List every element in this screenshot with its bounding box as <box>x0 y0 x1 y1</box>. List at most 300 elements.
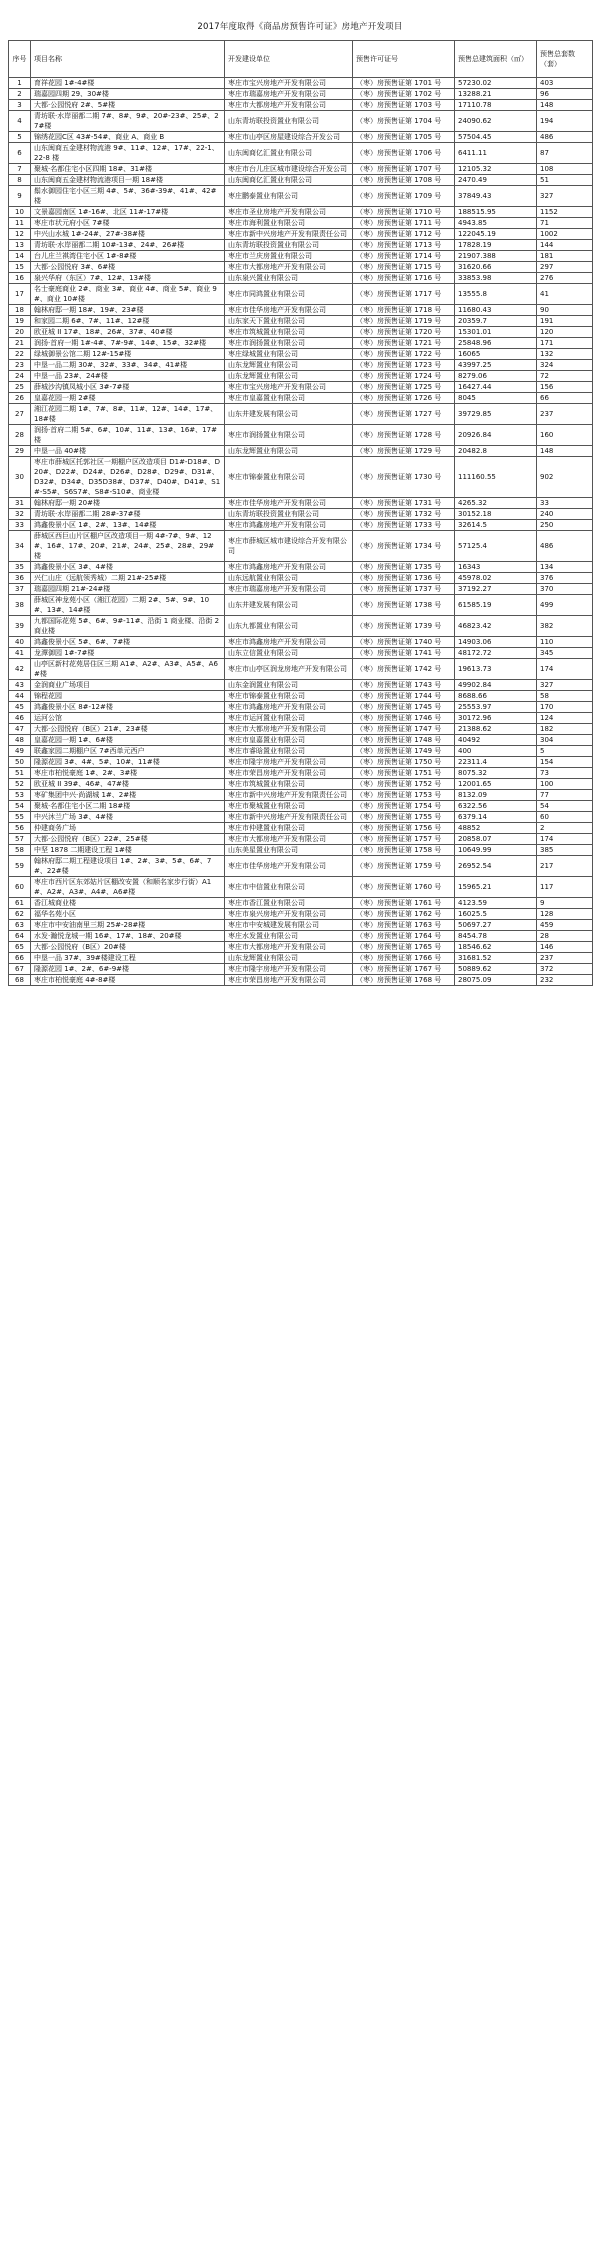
cell-permit: （枣）房预售证第 1715 号 <box>353 262 455 273</box>
cell-units: 171 <box>537 338 593 349</box>
cell-units: 902 <box>537 457 593 498</box>
cell-project: 翰林府邸一期 20#楼 <box>31 498 225 509</box>
cell-area: 16025.5 <box>455 909 537 920</box>
cell-area: 400 <box>455 746 537 757</box>
cell-area: 37849.43 <box>455 186 537 207</box>
table-row <box>9 584 593 595</box>
cell-permit: （枣）房预售证第 1709 号 <box>353 186 455 207</box>
cell-developer: 枣庄市隆宇房地产开发有限公司 <box>225 964 353 975</box>
cell-no: 65 <box>9 942 31 953</box>
cell-no: 67 <box>9 964 31 975</box>
cell-project: 中兴沐兰广场 3#、4#楼 <box>31 812 225 823</box>
table-row <box>9 757 593 768</box>
cell-developer: 枣庄市大都房地产开发有限公司 <box>225 100 353 111</box>
cell-developer: 枣庄市筑城置业有限公司 <box>225 779 353 790</box>
cell-permit: （枣）房预售证第 1725 号 <box>353 382 455 393</box>
cell-area: 24090.62 <box>455 111 537 132</box>
cell-area: 21907.388 <box>455 251 537 262</box>
table-row <box>9 920 593 931</box>
table-row <box>9 143 593 164</box>
cell-units: 77 <box>537 790 593 801</box>
table-row <box>9 132 593 143</box>
cell-area: 32614.5 <box>455 520 537 531</box>
cell-units: 58 <box>537 691 593 702</box>
cell-units: 276 <box>537 273 593 284</box>
cell-project: 中垦一品 23#、24#楼 <box>31 371 225 382</box>
cell-developer: 枣庄市锦泰置业有限公司 <box>225 691 353 702</box>
cell-project: 皇嘉花园一期 1#、6#楼 <box>31 735 225 746</box>
table-row <box>9 909 593 920</box>
cell-developer: 枣庄市运河置业有限公司 <box>225 713 353 724</box>
cell-developer: 枣庄绿城置业有限公司 <box>225 349 353 360</box>
cell-project: 大都·公园悦府（B区）22#、25#楼 <box>31 834 225 845</box>
cell-area: 6411.11 <box>455 143 537 164</box>
cell-developer: 山东闽商亿汇置业有限公司 <box>225 143 353 164</box>
cell-no: 32 <box>9 509 31 520</box>
table-row <box>9 680 593 691</box>
cell-area: 40492 <box>455 735 537 746</box>
cell-project: 名士豪庭商业 2#、商业 3#、商业 4#、商业 5#、商业 9#、商业 10#楼 <box>31 284 225 305</box>
cell-permit: （枣）房预售证第 1721 号 <box>353 338 455 349</box>
cell-developer: 枣庄市香江置业有限公司 <box>225 898 353 909</box>
cell-units: 87 <box>537 143 593 164</box>
table-row <box>9 78 593 89</box>
cell-project: 大都·公园悦府（B区）20#楼 <box>31 942 225 953</box>
cell-units: 240 <box>537 509 593 520</box>
table-row <box>9 218 593 229</box>
table-row <box>9 616 593 637</box>
table-row <box>9 498 593 509</box>
table-row <box>9 371 593 382</box>
cell-no: 59 <box>9 856 31 877</box>
table-row <box>9 724 593 735</box>
cell-developer: 枣庄市润扬置业有限公司 <box>225 338 353 349</box>
cell-developer: 山东家天下置业有限公司 <box>225 316 353 327</box>
table-row <box>9 382 593 393</box>
cell-project: 枣庄市状元府小区 7#楼 <box>31 218 225 229</box>
cell-units: 170 <box>537 702 593 713</box>
table-row <box>9 164 593 175</box>
cell-units: 194 <box>537 111 593 132</box>
cell-no: 29 <box>9 446 31 457</box>
cell-project: 隆源花园 3#、4#、5#、10#、11#楼 <box>31 757 225 768</box>
cell-no: 9 <box>9 186 31 207</box>
table-row <box>9 898 593 909</box>
cell-developer: 枣庄市大都房地产开发有限公司 <box>225 724 353 735</box>
cell-project: 润扬·首府一期 1#-4#、7#-9#、14#、15#、32#楼 <box>31 338 225 349</box>
cell-units: 72 <box>537 371 593 382</box>
cell-project: 九都国际花苑 5#、6#、9#-11#、沿街 1 商业楼、沿街 2 商业楼 <box>31 616 225 637</box>
cell-area: 20858.07 <box>455 834 537 845</box>
cell-permit: （枣）房预售证第 1757 号 <box>353 834 455 845</box>
cell-project: 湘江花园二期 1#、7#、8#、11#、12#、14#、17#、18#楼 <box>31 404 225 425</box>
cell-project: 薛城区西巨山片区棚户区改造项目一期 4#-7#、9#、12#、16#、17#、20#、21#、24#、25#、28#、29#楼 <box>31 531 225 562</box>
header-units: 预售总套数（套） <box>537 41 593 78</box>
table-row <box>9 404 593 425</box>
cell-developer: 枣庄市筑城置业有限公司 <box>225 327 353 338</box>
cell-project: 运河公馆 <box>31 713 225 724</box>
cell-area: 2470.49 <box>455 175 537 186</box>
cell-units: 154 <box>537 757 593 768</box>
cell-project: 瑞嘉园四期 21#-24#楼 <box>31 584 225 595</box>
cell-area: 31681.52 <box>455 953 537 964</box>
cell-no: 52 <box>9 779 31 790</box>
cell-project: 聚城·名都住宅小区二期 18#楼 <box>31 801 225 812</box>
cell-area: 31620.66 <box>455 262 537 273</box>
cell-units: 144 <box>537 240 593 251</box>
table-row <box>9 425 593 446</box>
cell-units: 28 <box>537 931 593 942</box>
cell-no: 15 <box>9 262 31 273</box>
cell-permit: （枣）房预售证第 1748 号 <box>353 735 455 746</box>
cell-units: 324 <box>537 360 593 371</box>
cell-project: 泉兴华府（东区）7#、12#、13#楼 <box>31 273 225 284</box>
cell-permit: （枣）房预售证第 1711 号 <box>353 218 455 229</box>
cell-area: 15965.21 <box>455 877 537 898</box>
cell-developer: 山东井建发展有限公司 <box>225 404 353 425</box>
cell-units: 174 <box>537 659 593 680</box>
cell-developer: 枣庄市海利置业有限公司 <box>225 218 353 229</box>
cell-area: 25553.97 <box>455 702 537 713</box>
cell-no: 8 <box>9 175 31 186</box>
cell-permit: （枣）房预售证第 1740 号 <box>353 637 455 648</box>
cell-permit: （枣）房预售证第 1749 号 <box>353 746 455 757</box>
cell-project: 青坊联·水岸丽都二期 28#-37#楼 <box>31 509 225 520</box>
cell-developer: 山东青坊联投资置业有限公司 <box>225 240 353 251</box>
cell-no: 16 <box>9 273 31 284</box>
cell-developer: 枣庄市山亭区房屋建设综合开发公司 <box>225 132 353 143</box>
cell-permit: （枣）房预售证第 1730 号 <box>353 457 455 498</box>
cell-units: 33 <box>537 498 593 509</box>
cell-permit: （枣）房预售证第 1713 号 <box>353 240 455 251</box>
table-row <box>9 509 593 520</box>
cell-permit: （枣）房预售证第 1734 号 <box>353 531 455 562</box>
cell-project: 山亭区新村花苑居住区三期 A1#、A2#、A3#、A5#、A6#楼 <box>31 659 225 680</box>
cell-permit: （枣）房预售证第 1752 号 <box>353 779 455 790</box>
cell-developer: 枣庄市新中兴房地产开发有限责任公司 <box>225 790 353 801</box>
cell-no: 47 <box>9 724 31 735</box>
cell-units: 108 <box>537 164 593 175</box>
cell-area: 8075.32 <box>455 768 537 779</box>
cell-no: 26 <box>9 393 31 404</box>
table-row <box>9 942 593 953</box>
cell-project: 兴仁山庄（远航领秀城）二期 21#-25#楼 <box>31 573 225 584</box>
cell-permit: （枣）房预售证第 1735 号 <box>353 562 455 573</box>
table-row <box>9 562 593 573</box>
cell-area: 13288.21 <box>455 89 537 100</box>
cell-project: 润扬·首府二期 5#、6#、10#、11#、13#、16#、17#楼 <box>31 425 225 446</box>
cell-units: 148 <box>537 100 593 111</box>
cell-no: 12 <box>9 229 31 240</box>
cell-area: 12001.65 <box>455 779 537 790</box>
cell-no: 27 <box>9 404 31 425</box>
cell-project: 鸿鑫俊景小区 3#、4#楼 <box>31 562 225 573</box>
cell-permit: （枣）房预售证第 1744 号 <box>353 691 455 702</box>
cell-project: 大都·公园悦府 2#、5#楼 <box>31 100 225 111</box>
cell-area: 6379.14 <box>455 812 537 823</box>
cell-project: 鸿鑫俊景小区 5#、6#、7#楼 <box>31 637 225 648</box>
table-row <box>9 100 593 111</box>
cell-permit: （枣）房预售证第 1714 号 <box>353 251 455 262</box>
cell-area: 11680.43 <box>455 305 537 316</box>
cell-permit: （枣）房预售证第 1717 号 <box>353 284 455 305</box>
cell-permit: （枣）房预售证第 1701 号 <box>353 78 455 89</box>
table-header-row <box>9 41 593 78</box>
cell-developer: 枣庄市宝兴房地产开发有限公司 <box>225 382 353 393</box>
cell-no: 6 <box>9 143 31 164</box>
cell-developer: 枣庄市瑞嘉房地产开发有限公司 <box>225 584 353 595</box>
table-row <box>9 273 593 284</box>
cell-project: 中兴山水城 1#-24#、27#-38#楼 <box>31 229 225 240</box>
cell-no: 51 <box>9 768 31 779</box>
cell-units: 486 <box>537 132 593 143</box>
cell-project: 福华名苑小区 <box>31 909 225 920</box>
document-title: 2017年度取得《商品房预售许可证》房地产开发项目 <box>197 22 403 32</box>
cell-area: 122045.19 <box>455 229 537 240</box>
table-row <box>9 648 593 659</box>
cell-area: 30152.18 <box>455 509 537 520</box>
cell-units: 148 <box>537 446 593 457</box>
cell-area: 16343 <box>455 562 537 573</box>
cell-units: 385 <box>537 845 593 856</box>
cell-units: 376 <box>537 573 593 584</box>
cell-area: 28075.09 <box>455 975 537 986</box>
cell-project: 锦程花园 <box>31 691 225 702</box>
cell-permit: （枣）房预售证第 1707 号 <box>353 164 455 175</box>
cell-area: 12105.32 <box>455 164 537 175</box>
cell-permit: （枣）房预售证第 1720 号 <box>353 327 455 338</box>
cell-developer: 山东龙辉置业有限公司 <box>225 360 353 371</box>
cell-no: 64 <box>9 931 31 942</box>
document <box>8 14 592 986</box>
cell-units: 146 <box>537 942 593 953</box>
cell-project: 香江城商业楼 <box>31 898 225 909</box>
cell-developer: 枣庄市山亭区润龙房地产开发有限公司 <box>225 659 353 680</box>
table-row <box>9 975 593 986</box>
cell-no: 3 <box>9 100 31 111</box>
cell-units: 66 <box>537 393 593 404</box>
cell-no: 63 <box>9 920 31 931</box>
cell-area: 33853.98 <box>455 273 537 284</box>
cell-project: 青坊联·水岸丽都二期 10#-13#、24#、26#楼 <box>31 240 225 251</box>
cell-units: 117 <box>537 877 593 898</box>
table-row <box>9 746 593 757</box>
cell-no: 66 <box>9 953 31 964</box>
table-row <box>9 931 593 942</box>
cell-permit: （枣）房预售证第 1763 号 <box>353 920 455 931</box>
cell-units: 297 <box>537 262 593 273</box>
cell-permit: （枣）房预售证第 1733 号 <box>353 520 455 531</box>
cell-developer: 枣庄市仲建置业有限公司 <box>225 823 353 834</box>
cell-no: 28 <box>9 425 31 446</box>
cell-project: 台儿庄兰祺湾住宅小区 1#-8#楼 <box>31 251 225 262</box>
cell-developer: 枣庄市中信置业有限公司 <box>225 877 353 898</box>
cell-developer: 枣庄市大都房地产开发有限公司 <box>225 942 353 953</box>
cell-no: 35 <box>9 562 31 573</box>
cell-no: 7 <box>9 164 31 175</box>
cell-units: 372 <box>537 964 593 975</box>
cell-developer: 枣庄市鸿鑫房地产开发有限公司 <box>225 562 353 573</box>
cell-units: 110 <box>537 637 593 648</box>
cell-no: 38 <box>9 595 31 616</box>
cell-permit: （枣）房预售证第 1765 号 <box>353 942 455 953</box>
cell-permit: （枣）房预售证第 1723 号 <box>353 360 455 371</box>
cell-area: 20359.7 <box>455 316 537 327</box>
cell-permit: （枣）房预售证第 1753 号 <box>353 790 455 801</box>
cell-permit: （枣）房预售证第 1736 号 <box>353 573 455 584</box>
cell-no: 10 <box>9 207 31 218</box>
cell-project: 仲建商务广场 <box>31 823 225 834</box>
table-row <box>9 768 593 779</box>
cell-developer: 山东青坊联投资置业有限公司 <box>225 111 353 132</box>
cell-permit: （枣）房预售证第 1705 号 <box>353 132 455 143</box>
cell-area: 43997.25 <box>455 360 537 371</box>
table-row <box>9 305 593 316</box>
cell-area: 4943.85 <box>455 218 537 229</box>
cell-permit: （枣）房预售证第 1745 号 <box>353 702 455 713</box>
cell-project: 水发·瀚悦龙城一期 16#、17#、18#、20#楼 <box>31 931 225 942</box>
cell-developer: 山东龙辉置业有限公司 <box>225 953 353 964</box>
cell-developer: 枣庄市荣昌房地产开发有限公司 <box>225 768 353 779</box>
cell-no: 45 <box>9 702 31 713</box>
cell-developer: 山东龙辉置业有限公司 <box>225 371 353 382</box>
cell-permit: （枣）房预售证第 1737 号 <box>353 584 455 595</box>
cell-permit: （枣）房预售证第 1731 号 <box>353 498 455 509</box>
cell-no: 62 <box>9 909 31 920</box>
cell-units: 499 <box>537 595 593 616</box>
cell-permit: （枣）房预售证第 1702 号 <box>353 89 455 100</box>
table-row <box>9 856 593 877</box>
table-row <box>9 111 593 132</box>
table-row <box>9 251 593 262</box>
cell-permit: （枣）房预售证第 1704 号 <box>353 111 455 132</box>
cell-permit: （枣）房预售证第 1703 号 <box>353 100 455 111</box>
table-row <box>9 360 593 371</box>
cell-units: 41 <box>537 284 593 305</box>
cell-area: 8454.78 <box>455 931 537 942</box>
cell-no: 20 <box>9 327 31 338</box>
cell-area: 48852 <box>455 823 537 834</box>
cell-no: 24 <box>9 371 31 382</box>
cell-units: 120 <box>537 327 593 338</box>
cell-developer: 山东九都置业有限公司 <box>225 616 353 637</box>
table-row <box>9 393 593 404</box>
cell-no: 50 <box>9 757 31 768</box>
cell-units: 132 <box>537 349 593 360</box>
cell-developer: 枣庄水发置业有限公司 <box>225 931 353 942</box>
cell-area: 25848.96 <box>455 338 537 349</box>
table-row <box>9 637 593 648</box>
cell-area: 22311.4 <box>455 757 537 768</box>
cell-permit: （枣）房预售证第 1746 号 <box>353 713 455 724</box>
cell-permit: （枣）房预售证第 1727 号 <box>353 404 455 425</box>
cell-no: 46 <box>9 713 31 724</box>
cell-developer: 山东美星置业有限公司 <box>225 845 353 856</box>
cell-no: 44 <box>9 691 31 702</box>
cell-project: 联鑫家园二期棚户区 7#西单元西户 <box>31 746 225 757</box>
cell-permit: （枣）房预售证第 1729 号 <box>353 446 455 457</box>
cell-units: 370 <box>537 584 593 595</box>
cell-units: 96 <box>537 89 593 100</box>
cell-no: 43 <box>9 680 31 691</box>
cell-developer: 枣庄市皇嘉置业有限公司 <box>225 735 353 746</box>
permit-table <box>8 40 593 986</box>
cell-permit: （枣）房预售证第 1758 号 <box>353 845 455 856</box>
cell-developer: 枣庄鹏泰置业有限公司 <box>225 186 353 207</box>
cell-developer: 枣庄市圣业房地产开发有限公司 <box>225 207 353 218</box>
cell-no: 22 <box>9 349 31 360</box>
cell-units: 2 <box>537 823 593 834</box>
cell-project: 山东闽商五金建材物流港 9#、11#、12#、17#、22-1、22-8 楼 <box>31 143 225 164</box>
cell-project: 鸿鑫俊景小区 8#-12#楼 <box>31 702 225 713</box>
cell-units: 124 <box>537 713 593 724</box>
cell-units: 5 <box>537 746 593 757</box>
cell-no: 60 <box>9 877 31 898</box>
cell-developer: 枣庄市睿晗置业有限公司 <box>225 746 353 757</box>
cell-developer: 枣庄市大都房地产开发有限公司 <box>225 262 353 273</box>
cell-units: 134 <box>537 562 593 573</box>
table-row <box>9 877 593 898</box>
cell-area: 16427.44 <box>455 382 537 393</box>
cell-no: 18 <box>9 305 31 316</box>
cell-developer: 枣庄市新中兴房地产开发有限责任公司 <box>225 812 353 823</box>
cell-permit: （枣）房预售证第 1741 号 <box>353 648 455 659</box>
cell-permit: （枣）房预售证第 1764 号 <box>353 931 455 942</box>
cell-developer: 山东青坊联投资置业有限公司 <box>225 509 353 520</box>
cell-project: 大都·公园悦府 3#、6#楼 <box>31 262 225 273</box>
cell-project: 文景嘉园南区 1#-16#、北区 11#-17#楼 <box>31 207 225 218</box>
cell-project: 翰林府邸二期工程建设项目 1#、2#、3#、5#、6#、7#、22#楼 <box>31 856 225 877</box>
cell-developer: 枣庄市同鸿置业有限公司 <box>225 284 353 305</box>
cell-no: 54 <box>9 801 31 812</box>
cell-area: 8132.09 <box>455 790 537 801</box>
cell-no: 11 <box>9 218 31 229</box>
table-row <box>9 779 593 790</box>
cell-permit: （枣）房预售证第 1756 号 <box>353 823 455 834</box>
header-permit: 预售许可证号 <box>353 41 455 78</box>
cell-area: 21388.62 <box>455 724 537 735</box>
table-row <box>9 801 593 812</box>
cell-units: 217 <box>537 856 593 877</box>
cell-no: 30 <box>9 457 31 498</box>
cell-project: 山东闽商五金建材物流港项目一期 18#楼 <box>31 175 225 186</box>
cell-developer: 枣庄市佳华房地产开发有限公司 <box>225 498 353 509</box>
table-row <box>9 595 593 616</box>
table-row <box>9 338 593 349</box>
cell-area: 10649.99 <box>455 845 537 856</box>
cell-project: 育祥花园 1#-4#楼 <box>31 78 225 89</box>
cell-area: 19613.73 <box>455 659 537 680</box>
cell-project: 枣庄市中安油南里三期 25#-28#楼 <box>31 920 225 931</box>
cell-area: 8045 <box>455 393 537 404</box>
table-row <box>9 964 593 975</box>
cell-units: 191 <box>537 316 593 327</box>
cell-permit: （枣）房预售证第 1762 号 <box>353 909 455 920</box>
cell-project: 青坊联·水岸丽都二期 7#、8#、9#、20#-23#、25#、27#楼 <box>31 111 225 132</box>
table-row <box>9 262 593 273</box>
table-row <box>9 735 593 746</box>
cell-units: 250 <box>537 520 593 531</box>
cell-units: 73 <box>537 768 593 779</box>
cell-permit: （枣）房预售证第 1759 号 <box>353 856 455 877</box>
cell-area: 20482.8 <box>455 446 537 457</box>
cell-area: 61585.19 <box>455 595 537 616</box>
cell-project: 中坚 1878 二期建设工程 1#楼 <box>31 845 225 856</box>
cell-no: 40 <box>9 637 31 648</box>
cell-no: 36 <box>9 573 31 584</box>
cell-developer: 山东闽商亿汇置业有限公司 <box>225 175 353 186</box>
cell-area: 17110.78 <box>455 100 537 111</box>
